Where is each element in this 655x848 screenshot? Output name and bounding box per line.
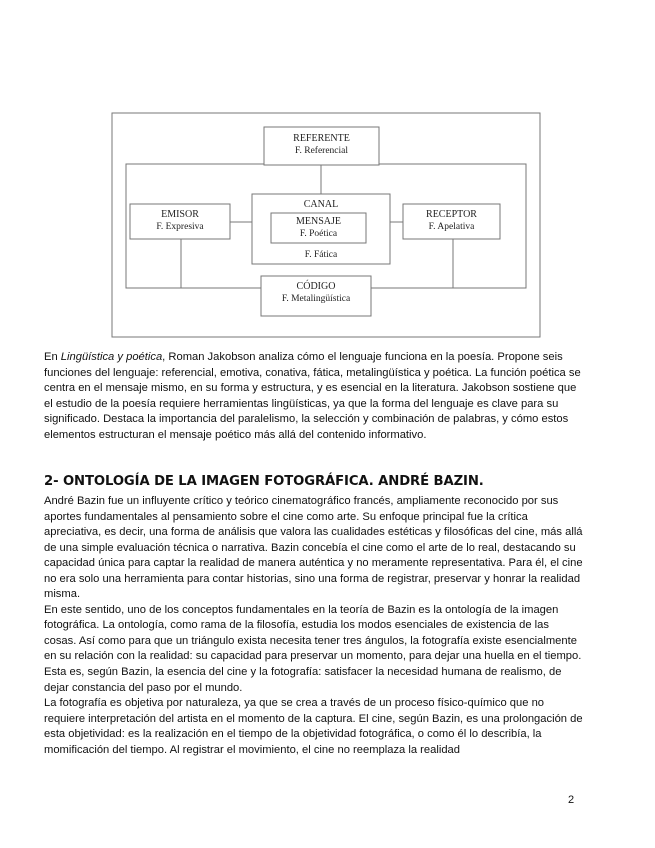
mensaje-function: F. Poética: [299, 229, 338, 239]
intro-pre: En: [44, 351, 61, 363]
referente-function: F. Referencial: [294, 146, 349, 156]
referente-label: [264, 133, 379, 157]
emisor-label: [130, 209, 230, 233]
paragraph: La fotografía es objetiva por naturaleza, ya que se crea a través de un proceso físico-químico que no requiere interpretación del artista en el momento de la captura. El cine, según Bazin, es una prolongación de esta objetividad: es la realización en el tiempo de la objetividad fotográfica, o como él lo describía, la momificación del tiempo. Al registrar el movimiento, el cine no reemplaza la realidad: [44, 697, 583, 756]
book-title: Lingüística y poética: [60, 351, 163, 363]
paragraph: En este sentido, uno de los conceptos fundamentales en la teoría de Bazin es la ontología de la imagen fotográfica. La ontología, como rama de la filosofía, estudia los modos esenciales de existencia de las cosas. Así como para que un triángulo exista necesita tener tres ángulos, la fotografía existe esencialmente en su relación con la realidad: su capacidad para preservar un momento, para dejar una huella en el tiempo. Esta es, según Bazin, la esencia del cine y la fotografía: satisfacer la necesidad humana de realismo, de dejar constancia del paso por el mundo.: [44, 603, 582, 694]
paragraph: André Bazin fue un influyente crítico y teórico cinematográfico francés, ampliamente reconocido por sus aportes fundamentales al pensamiento sobre el cine como arte. Su enfoque principal fue la crítica apreciativa, es decir, una forma de análisis que valora las cualidades estéticas y filosóficas del cine, más allá de una simple evaluación técnica o narrativa. Bazin concebía el cine como el arte de lo real, destacando su capacidad única para captar la realidad de manera auténtica y no meramente representativa. Para él, el cine no era solo una herramienta para contar historias, sino una forma de registrar, preservar y honrar la realidad misma.: [44, 495, 583, 601]
intro-post: , Roman Jakobson analiza cómo el lenguaje funciona en la poesía. Propone seis funciones del lenguaje: referencial, emotiva, conativa, fática, metalingüística y poética. La función poética se centra en el mensaje mismo, en su forma y estructura, y es esencial en la literatura. Jakobson sostiene que el estudio de la poesía requiere herramientas lingüísticas, ya que la forma del lenguaje es clave para su significado. Destaca la importancia del paralelismo, la selección y combinación de palabras, y cómo estos elementos estructuran el mensaje poético más allá del contenido informativo.: [44, 351, 581, 441]
intro-text: [44, 350, 584, 443]
receptor-title: RECEPTOR: [426, 209, 477, 220]
codigo-label: [261, 281, 371, 305]
emisor-title: EMISOR: [161, 209, 199, 220]
bazin-section: [44, 474, 584, 758]
section-heading: 2- ONTOLOGÍA DE LA IMAGEN FOTOGRÁFICA. ANDRÉ BAZIN.: [44, 474, 484, 489]
mensaje-label: [271, 216, 366, 240]
mensaje-title: MENSAJE: [295, 216, 341, 227]
intro-paragraph: [44, 350, 584, 443]
codigo-function: F. Metalingüística: [281, 294, 351, 304]
receptor-label: [403, 209, 500, 233]
fatica-function: F. Fática: [304, 250, 338, 260]
page-number: 2: [568, 794, 575, 806]
canal-label: [252, 199, 390, 211]
fatica-label: [252, 249, 390, 261]
emisor-codigo-line: [181, 239, 261, 288]
emisor-function: F. Expresiva: [156, 222, 204, 232]
codigo-title: CÓDIGO: [296, 281, 336, 292]
receptor-function: F. Apelativa: [428, 222, 475, 232]
referente-title: REFERENTE: [293, 133, 350, 144]
canal-title: CANAL: [303, 199, 339, 210]
jakobson-diagram: [111, 112, 541, 338]
